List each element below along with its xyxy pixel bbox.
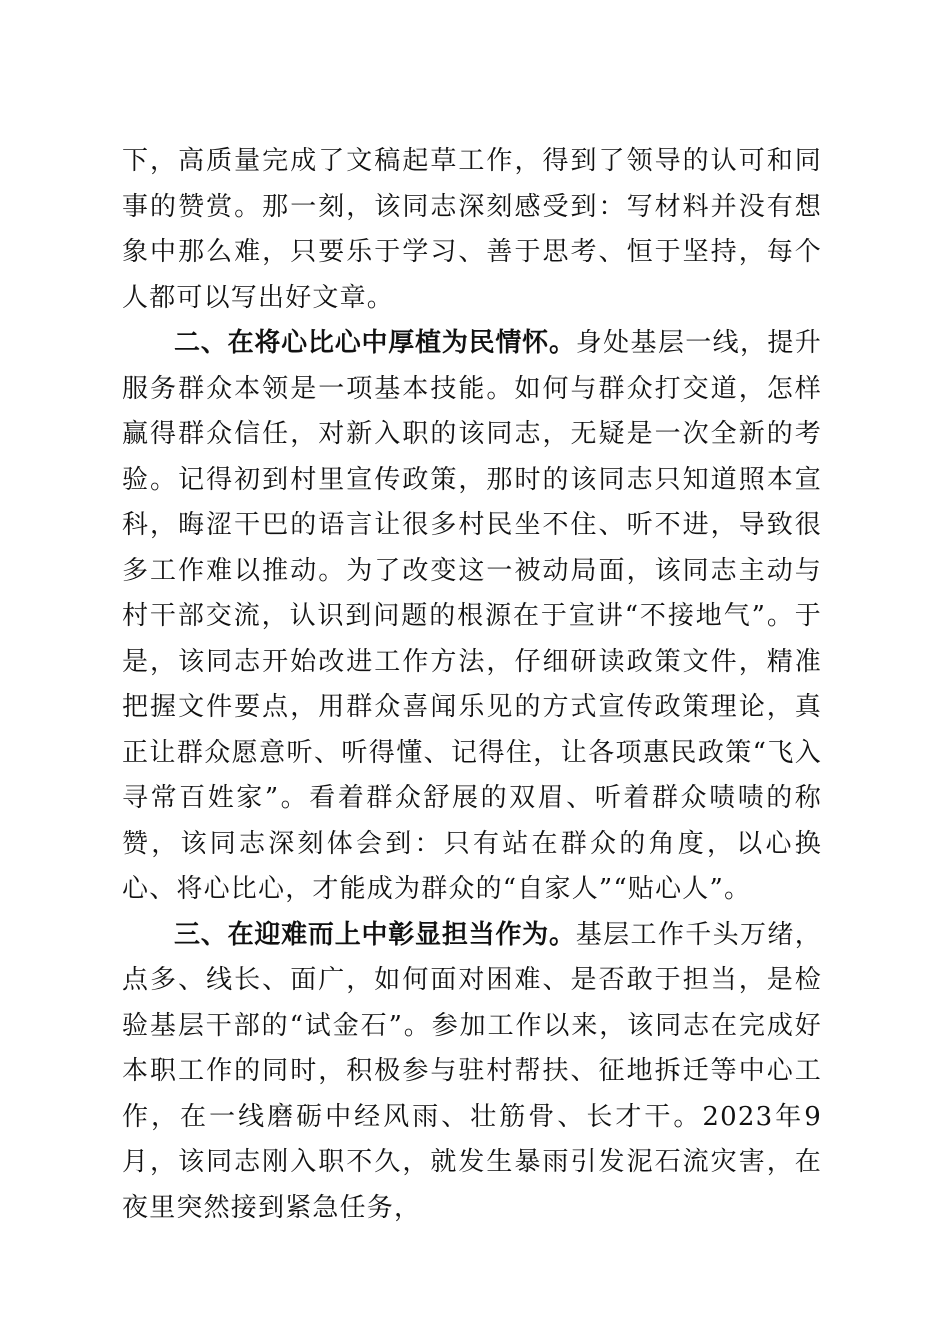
section-two-heading: 二、在将心比心中厚植为民情怀。 xyxy=(174,328,576,358)
section-three-heading: 三、在迎难而上中彰显担当作为。 xyxy=(174,919,576,950)
paragraph-section-two xyxy=(122,321,822,913)
paragraph-body: 基层工作千头万绪，点多、线长、面广，如何面对困难、是否敢于担当，是检验基层干部的“试金石”。参加工作以来，该同志在完成好本职工作的同时，积极参与驻村帮扶、征地拆迁等中心工作，在一线磨砺中经风雨、壮筋骨、长才干。2023年9月，该同志刚入职不久，就发生暴雨引发泥石流灾害，在夜里突然接到紧急任务， xyxy=(122,919,822,1223)
paragraph-body: 身处基层一线，提升服务群众本领是一项基本技能。如何与群众打交道，怎样赢得群众信任，对新入职的该同志，无疑是一次全新的考验。记得初到村里宣传政策，那时的该同志只知道照本宣科，晦涩干巴的语言让很多村民坐不住、听不进，导致很多工作难以推动。为了改变这一被动局面，该同志主动与村干部交流，认识到问题的根源在于宣讲“不接地气”。于是，该同志开始改进工作方法，仔细研读政策文件，精准把握文件要点，用群众喜闻乐见的方式宣传政策理论，真正让群众愿意听、听得懂、记得住，让各项惠民政策“飞入寻常百姓家”。看着群众舒展的双眉、听着群众啧啧的称赞，该同志深刻体会到：只有站在群众的角度，以心换心、将心比心，才能成为群众的“自家人”“贴心人”。 xyxy=(122,328,822,904)
paragraph-body: 下，高质量完成了文稿起草工作，得到了领导的认可和同事的赞赏。那一刻，该同志深刻感受到：写材料并没有想象中那么难，只要乐于学习、善于思考、恒于坚持，每个人都可以写出好文章。 xyxy=(122,146,822,313)
paragraph-continued xyxy=(122,139,822,321)
paragraph-section-three xyxy=(122,913,822,1232)
document-body xyxy=(122,139,822,1231)
